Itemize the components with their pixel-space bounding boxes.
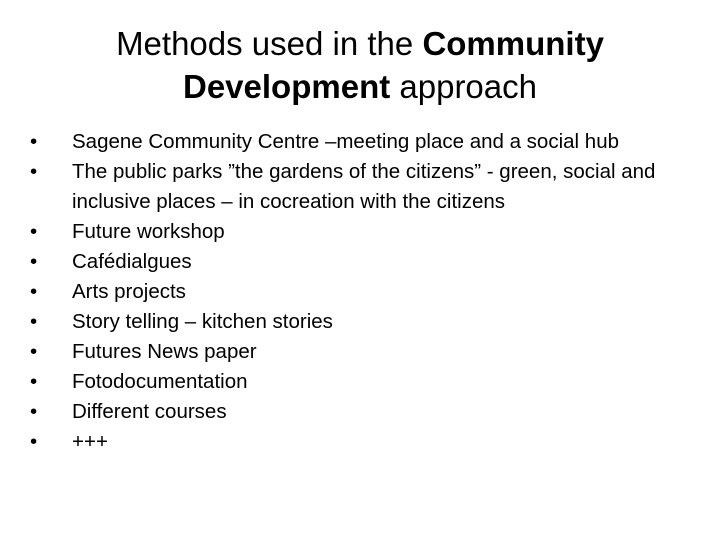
bullet-icon: • bbox=[30, 400, 38, 423]
title-text-2: approach bbox=[390, 68, 537, 105]
list-item bbox=[30, 397, 700, 427]
bullet-list bbox=[30, 127, 700, 457]
list-item-text: Sagene Community Centre –meeting place and a social hub bbox=[72, 130, 619, 153]
title-bold-1: Community bbox=[422, 25, 604, 62]
list-item bbox=[30, 367, 700, 397]
bullet-icon: • bbox=[30, 280, 38, 303]
bullet-icon: • bbox=[30, 220, 38, 243]
bullet-icon: • bbox=[30, 370, 38, 393]
list-item-text: Story telling – kitchen stories bbox=[72, 310, 333, 333]
list-item-text: The public parks ”the gardens of the citizens” - green, social and inclusive places – in cocreation with the citizens bbox=[72, 160, 656, 213]
slide-title bbox=[40, 22, 680, 108]
list-item-text: Futures News paper bbox=[72, 340, 257, 363]
list-item-text: Future workshop bbox=[72, 220, 225, 243]
list-item-text: Different courses bbox=[72, 400, 227, 423]
list-item-text: Fotodocumentation bbox=[72, 370, 248, 393]
list-item bbox=[30, 337, 700, 367]
list-item bbox=[30, 217, 700, 247]
list-item bbox=[30, 127, 700, 157]
list-item bbox=[30, 157, 700, 217]
bullet-icon: • bbox=[30, 160, 38, 183]
list-item-text: +++ bbox=[72, 430, 108, 453]
bullet-icon: • bbox=[30, 130, 38, 153]
bullet-icon: • bbox=[30, 310, 38, 333]
list-item bbox=[30, 427, 700, 457]
bullet-icon: • bbox=[30, 430, 38, 453]
list-item-text: Cafédialgues bbox=[72, 250, 192, 273]
list-item bbox=[30, 307, 700, 337]
list-item bbox=[30, 247, 700, 277]
title-text-1: Methods used in the bbox=[116, 25, 423, 62]
list-item-text: Arts projects bbox=[72, 280, 186, 303]
bullet-icon: • bbox=[30, 340, 38, 363]
bullet-icon: • bbox=[30, 250, 38, 273]
list-item bbox=[30, 277, 700, 307]
title-bold-2: Development bbox=[183, 68, 391, 105]
